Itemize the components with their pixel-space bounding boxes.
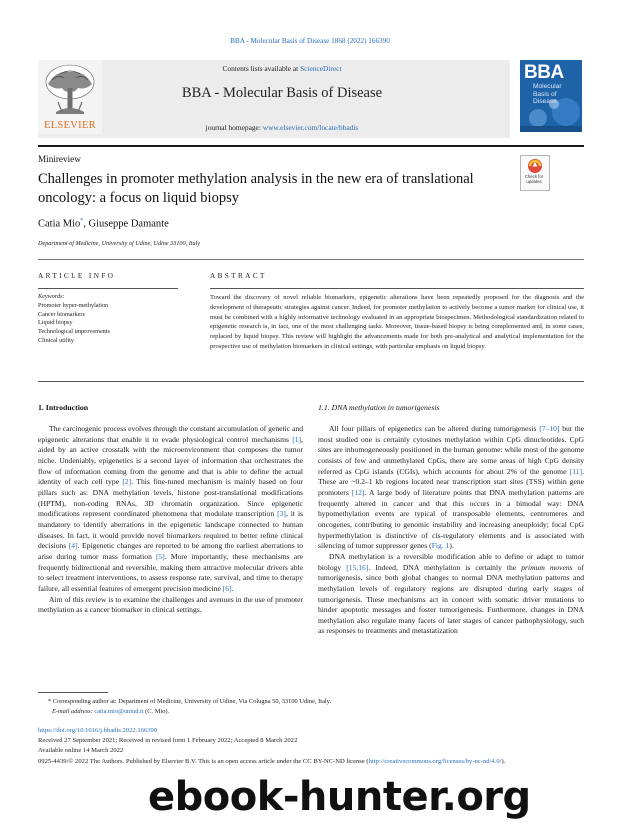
keyword: Liquid biopsy <box>38 319 73 327</box>
body-column-right <box>318 424 584 637</box>
cover-subtitle <box>533 83 562 106</box>
watermark-text: ebook-hunter.org <box>148 774 531 820</box>
keyword: Cancer biomarkers <box>38 310 85 318</box>
keyword: Technological improvements <box>38 328 110 336</box>
article-info-rule <box>38 288 178 289</box>
citation-link[interactable]: [4] <box>68 541 78 551</box>
email-note <box>52 708 169 715</box>
sciencedirect-link[interactable]: ScienceDirect <box>300 64 342 73</box>
corresponding-author-mark[interactable]: * <box>80 218 84 224</box>
abstract-text: Toward the discovery of novel reliable biomarkers, epigenetic alterations have been repeatedly proposed for the diagnosis and the development of therapeutic strategies against cancer. Indeed, for promoter methylation to actively become a tumor marker for clinical use, it must be combined with a highly informative technology evaluated in an appropriate biospecimen. Methodological standardization related to epigenetic research is, in fact, one of the most challenging tasks. Moreover, tissue-based biopsy is being complemented and, in some cases, replaced by liquid biopsy. This review will highlight the advancements made for both pre-analytical and analytical implementation for the prospective use of methylation biomarkers in clinical settings, with particular emphasis on liquid biopsy. <box>210 294 584 350</box>
body-column-left <box>38 424 303 616</box>
keywords-label: Keywords: <box>38 293 65 300</box>
check-updates-line: updates <box>526 179 542 184</box>
keyword: Promoter hyper-methylation <box>38 302 109 309</box>
contents-line <box>102 64 462 73</box>
check-updates-label <box>520 174 548 184</box>
journal-title: BBA - Molecular Basis of Disease <box>181 85 383 101</box>
masthead-rule <box>38 145 584 147</box>
article-title <box>38 170 508 207</box>
license-end: ). <box>501 758 506 765</box>
citation-link[interactable]: Fig. 1 <box>431 541 450 551</box>
title-line: Challenges in promoter methylation analysis in the new era of translational <box>38 171 474 187</box>
license-text: 0925-4439/© 2022 The Authors. Published by Elsevier B.V. This is an open access article under the CC BY-NC-ND license ( <box>38 758 369 765</box>
abstract-heading: ABSTRACT <box>210 272 267 280</box>
journal-cover-thumbnail[interactable] <box>520 60 582 132</box>
section-heading-introduction: 1. Introduction <box>38 403 89 412</box>
author-name[interactable]: Giuseppe Damante <box>88 218 169 230</box>
corresponding-author-note: * Corresponding author at: Department of Medicine, University of Udine, Via Colugna 50, 33100 Udine, Italy. <box>48 698 332 705</box>
doi-link[interactable]: https://doi.org/10.1016/j.bbadis.2022.166390 <box>38 727 158 734</box>
email-link[interactable]: catia.mio@uniud.it <box>94 708 144 715</box>
check-updates-line: Check for <box>524 174 544 179</box>
citation-link[interactable]: [5] <box>155 551 165 561</box>
elsevier-wordmark: ELSEVIER <box>44 120 96 131</box>
citation-link[interactable]: [11] <box>569 466 583 476</box>
affiliation-rule <box>38 259 584 260</box>
keyword: Clinical utility <box>38 336 74 344</box>
article-info-heading: ARTICLE INFO <box>38 272 116 280</box>
abstract-rule <box>210 288 584 289</box>
elsevier-tree-logo <box>38 60 102 134</box>
running-header: BBA - Molecular Basis of Disease 1868 (2022) 166390 <box>230 37 390 45</box>
homepage-prefix: journal homepage: <box>205 123 263 132</box>
keywords-list <box>38 302 110 346</box>
online-date: Available online 14 March 2022 <box>38 747 124 754</box>
italic-term: primum movens <box>521 562 573 572</box>
contents-prefix: Contents lists available at <box>222 64 301 73</box>
footnote-rule <box>38 692 108 693</box>
cover-title: BBA <box>524 62 564 83</box>
citation-link[interactable]: [12] <box>351 487 365 497</box>
paragraph: The carcinogenic process evolves through the constant accumulation of genetic and epigenetic alterations that enable it to evade physiological control mechanisms [1], aided by an active crosstalk with the microenvironment that composes the tumor niche. Undeniably, epigenetics is a second layer of information that orchestrates the flow of information coming from the genome and that is able to define the actual identity of each cell type [2]. This fine-tuned mechanism is mainly based on four pillars such as: DNA methylation levels, histone post-translational modifications (HPTM), non-coding RNAs, 3D chromatin organization. Since epigenetic modifications represent coordinated phenomena that modulate transcription [3], it is mandatory to identify aberrations in the epigenetic landscape connected to human diseases. In fact, it would provide novel biomarkers required to better refine clinical decisions [4]. Epigenetic changes are reported to be among the earliest aberrations to arise during tumor mass formation [5]. More importantly, these mechanisms are frequently bidirectional and reversible, making them attractive molecular drivers able to select treatment interventions, to assess response rate, survival, and time to therapy failure, all essential features of emergent precision medicine [6]. <box>38 424 304 593</box>
author-separator: , <box>83 218 89 230</box>
article-type: Minireview <box>38 154 81 164</box>
abstract-bottom-rule <box>38 381 584 382</box>
paragraph: DNA methylation is a reversible modification able to define or adapt to tumor biology [15,16]. Indeed, DNA methylation is certainly the primum movens of tumorigenesis, since both global changes to normal DNA methylation patterns and methylation levels of regulatory regions are disrupted during early stages of tumorigenesis. These mechanisms act in concert with somatic driver mutations to hinder apoptotic messages and foster tumorigenesis. Furthermore, changes in DNA methylation also regulate many facets of later stages of cancer pathophysiology, such as responses to treatments and metastatization <box>318 551 584 636</box>
citation-link[interactable]: [3] <box>277 509 286 519</box>
citation-link[interactable]: [7–10] <box>539 424 560 433</box>
check-for-updates-badge[interactable] <box>520 155 550 191</box>
affiliation: Department of Medicine, University of Udine, Udine 33100, Italy <box>38 240 201 247</box>
paragraph: Aim of this review is to examine the challenges and avenues in the use of promoter methylation as a cancer biomarker in clinical settings. <box>38 594 303 615</box>
author-name[interactable]: Catia Mio <box>38 218 81 230</box>
email-suffix: (C. Mio). <box>143 708 170 715</box>
author-list <box>38 218 169 230</box>
license-link[interactable]: http://creativecommons.org/licenses/by-nc-nd/4.0/ <box>368 758 502 765</box>
homepage-link[interactable]: www.elsevier.com/locate/bbadis <box>262 123 359 132</box>
email-label: E-mail address: <box>52 708 95 715</box>
journal-homepage-line <box>102 123 462 132</box>
cover-subtitle-line: Molecular <box>533 83 562 90</box>
received-dates: Received 27 September 2021; Received in revised form 1 February 2022; Accepted 8 March 2022 <box>38 737 298 744</box>
citation-link[interactable]: [1] <box>292 434 302 444</box>
license-statement <box>38 757 584 767</box>
cover-subtitle-line: Disease <box>533 98 557 106</box>
paragraph: All four pillars of epigenetics can be altered during tumorigenesis [7–10] but the most studied one is certainly cytosines methylation within CpG dinucleotides. CpG sites are inhomogeneously positioned in the human genome: while most of the genome consists of few and unmethylated CpGs, there are some areas of high CpG density referred as CpG islands (CGIs), which accounts for about 2% of the genome [11]. These are ~0.2–1 kb regions located near transcription start sites (TSS) within gene promoters [12]. A large body of literature points that DNA methylation patterns are frequently altered in cancer and that this occurs in a bimodal way: DNA hypomethylation events are typical of transposable elements, centromeres and oncogenes, contributing to genomic instability and increasing aneuploidy; focal CpG hypermethylation is distinctive of cis-regulatory elements and is associated with silencing of tumor suppressor genes (Fig. 1). <box>318 424 584 551</box>
citation-link[interactable]: [2] <box>122 477 132 487</box>
cover-subtitle-line: Basis of <box>533 90 557 98</box>
title-line: oncology: a focus on liquid biopsy <box>38 189 239 206</box>
citation-link[interactable]: [6] <box>222 583 232 593</box>
citation-link[interactable]: [15,16] <box>346 562 369 572</box>
subsection-heading-dna-methylation: 1.1. DNA methylation in tumorigenesis <box>318 403 440 412</box>
